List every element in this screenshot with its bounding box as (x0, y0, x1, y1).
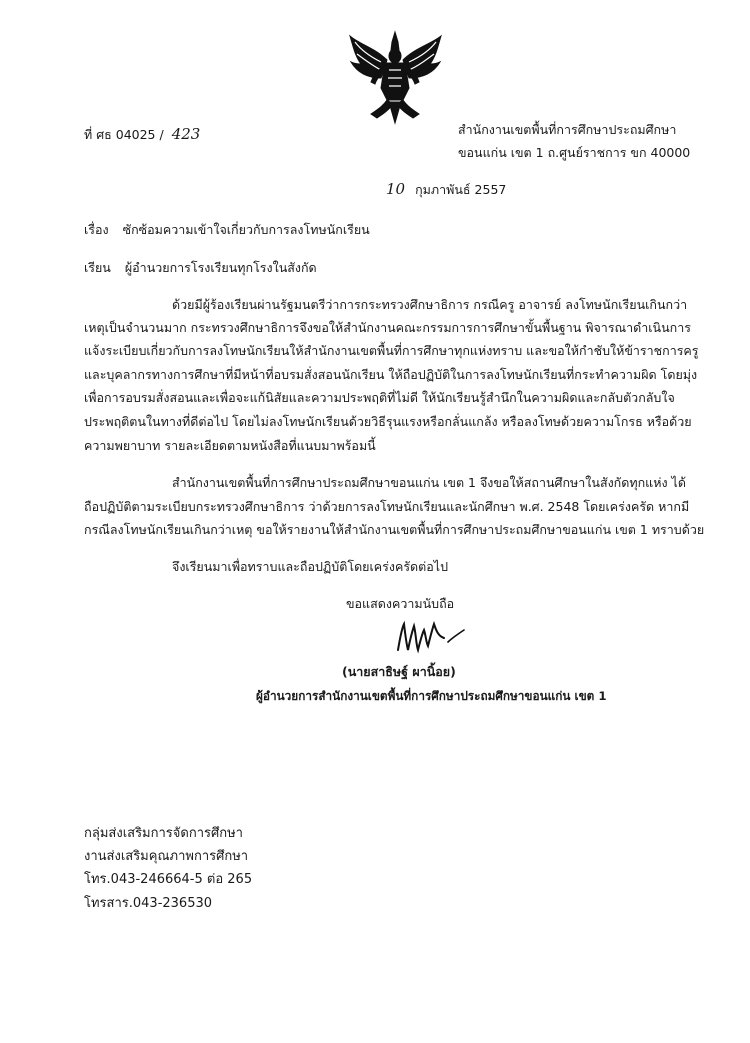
date-month-year: กุมภาพันธ์ 2557 (415, 182, 507, 197)
footer-unit: งานส่งเสริมคุณภาพการศึกษา (84, 849, 249, 864)
footer-phone: โทร.043-246664-5 ต่อ 265 (84, 872, 253, 887)
paragraph-line: และบุคลากรทางการศึกษาที่มีหน้าที่อบรมสั่งสอนนักเรียน ให้ถือปฏิบัติในการลงโทษนักเรียนที่กระทำความผิด โดยมุ่ง (84, 367, 698, 382)
subject-line (84, 222, 370, 238)
agency-address-line2: ขอนแก่น เขต 1 ถ.ศูนย์ราชการ ขก 40000 (458, 145, 691, 160)
subject-text: ซักซ้อมความเข้าใจเกี่ยวกับการลงโทษนักเรียน (122, 222, 370, 237)
paragraph-line: แจ้งระเบียบเกี่ยวกับการลงโทษนักเรียนให้สำนักงานเขตพื้นที่การศึกษาทุกแห่งทราบ และขอให้กำชับให้ข้าราชการครู (84, 343, 699, 358)
signer-name: (นายสาธิษฐ์ ผานิ้อย) (342, 664, 456, 679)
reference-number (84, 126, 200, 143)
paragraph-line: ความพยาบาท รายละเอียดตามหนังสือที่แนบมาพร้อมนี้ (84, 438, 376, 453)
paragraph-line: ประพฤติตนในทางที่ดีต่อไป โดยไม่ลงโทษนักเรียนด้วยวิธีรุนแรงหรือกลั่นแกล้ง หรือลงโทษด้วยความโกรธ หรือด้วย (84, 414, 692, 429)
paragraph-line: กรณีลงโทษนักเรียนเกินกว่าเหตุ ขอให้รายงานให้สำนักงานเขตพื้นที่การศึกษาประถมศึกษาขอนแก่น เขต 1 ทราบด้วย (84, 522, 705, 537)
document-date (386, 181, 506, 198)
recipient-line (84, 260, 317, 276)
salutation: ขอแสดงความนับถือ (346, 596, 455, 611)
paragraph-line: สำนักงานเขตพื้นที่การศึกษาประถมศึกษาขอนแก่น เขต 1 จึงขอให้สถานศึกษาในสังกัดทุกแห่ง ได้ (172, 475, 686, 490)
signer-title: ผู้อำนวยการสำนักงานเขตพื้นที่การศึกษาประถมศึกษาขอนแก่น เขต 1 (256, 689, 607, 703)
garuda-emblem-icon (347, 30, 444, 125)
paragraph-line: ด้วยมีผู้ร้องเรียนผ่านรัฐมนตรีว่าการกระทรวงศึกษาธิการ กรณีครู อาจารย์ ลงโทษนักเรียนเกินกว่า (172, 297, 688, 312)
agency-address-line1: สำนักงานเขตพื้นที่การศึกษาประถมศึกษา (458, 122, 677, 137)
paragraph-line: ถือปฏิบัติตามระเบียบกระทรวงศึกษาธิการ ว่าด้วยการลงโทษนักเรียนและนักศึกษา พ.ศ. 2548 โดยเคร่งครัด หากมี (84, 499, 690, 514)
footer-fax: โทรสาร.043-236530 (84, 896, 213, 911)
recipient-label: เรียน (84, 260, 111, 275)
closing-request: จึงเรียนมาเพื่อทราบและถือปฏิบัติโดยเคร่งครัดต่อไป (172, 559, 449, 574)
reference-prefix: ที่ ศธ 04025 / (84, 127, 164, 142)
handwritten-signature-icon (392, 616, 472, 656)
reference-number-handwritten: 423 (171, 125, 201, 143)
paragraph-line: เพื่อการอบรมสั่งสอนและเพื่อจะแก้นิสัยและความประพฤติที่ไม่ดี ให้นักเรียนรู้สำนึกในความผิดและกลับตัวกลับใจ (84, 390, 675, 405)
paragraph-line: เหตุเป็นจำนวนมาก กระทรวงศึกษาธิการจึงขอให้สำนักงานคณะกรรมการการศึกษาขั้นพื้นฐาน พิจารณาดำเนินการ (84, 320, 691, 335)
date-day-handwritten: 10 (386, 180, 406, 198)
recipient-text: ผู้อำนวยการโรงเรียนทุกโรงในสังกัด (124, 260, 317, 275)
subject-label: เรื่อง (84, 222, 109, 237)
footer-department: กลุ่มส่งเสริมการจัดการศึกษา (84, 826, 243, 841)
